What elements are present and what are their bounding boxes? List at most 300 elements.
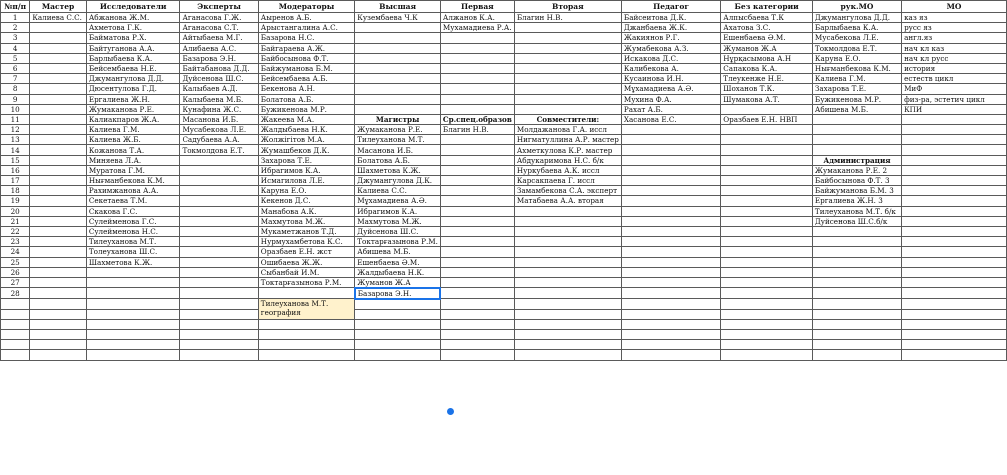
cell[interactable] (514, 94, 621, 104)
cell[interactable]: Ахметкулова К.Р. мастер (514, 145, 621, 155)
cell[interactable] (514, 104, 621, 114)
cell[interactable]: Искакова Д.С. (621, 53, 720, 63)
cell[interactable]: Ошибаева Ж.Ж. (258, 257, 354, 267)
cell[interactable] (1, 329, 30, 339)
cell[interactable] (440, 288, 514, 299)
cell[interactable] (30, 165, 87, 175)
cell[interactable] (721, 247, 813, 257)
cell[interactable]: Шумакова А.Т. (721, 94, 813, 104)
cell[interactable] (812, 125, 901, 135)
cell[interactable] (514, 277, 621, 288)
cell[interactable] (1, 299, 30, 309)
cell[interactable] (440, 267, 514, 277)
cell[interactable] (440, 196, 514, 206)
cell[interactable]: нач кл каз (902, 43, 1007, 53)
cell[interactable] (30, 125, 87, 135)
cell[interactable]: Калиева Г.М. (812, 74, 901, 84)
cell[interactable] (180, 196, 258, 206)
cell[interactable] (621, 247, 720, 257)
cell[interactable] (180, 319, 258, 329)
cell[interactable] (902, 165, 1007, 175)
cell[interactable]: Ергалиева Ж.Н. 3 (812, 196, 901, 206)
row-number[interactable]: 2 (1, 23, 30, 33)
cell[interactable] (902, 340, 1007, 350)
cell[interactable] (86, 319, 180, 329)
cell[interactable] (902, 299, 1007, 309)
cell[interactable]: Байгараева А.Ж. (258, 43, 354, 53)
cell[interactable] (812, 226, 901, 236)
cell[interactable] (902, 226, 1007, 236)
cell[interactable] (1, 340, 30, 350)
cell[interactable] (902, 145, 1007, 155)
cell[interactable]: Благин Н.В. (440, 125, 514, 135)
cell[interactable] (440, 350, 514, 360)
cell[interactable] (30, 114, 87, 124)
cell[interactable]: Масанова И.Б. (355, 145, 441, 155)
column-header[interactable]: Высшая (355, 1, 441, 13)
column-header[interactable]: Мастер (30, 1, 87, 13)
cell[interactable] (180, 340, 258, 350)
cell[interactable] (902, 237, 1007, 247)
cell[interactable] (514, 340, 621, 350)
cell[interactable] (902, 216, 1007, 226)
cell[interactable] (180, 288, 258, 299)
cell[interactable] (180, 247, 258, 257)
cell[interactable] (180, 206, 258, 216)
cell[interactable] (86, 350, 180, 360)
cell[interactable]: Барлыбаева К.А. (86, 53, 180, 63)
cell[interactable] (721, 104, 813, 114)
cell[interactable] (721, 237, 813, 247)
cell[interactable]: КПИ (902, 104, 1007, 114)
cell[interactable]: Секетаева Т.М. (86, 196, 180, 206)
row-number[interactable]: 6 (1, 63, 30, 73)
cell[interactable]: Совместители: (514, 114, 621, 124)
column-header[interactable]: Исследователи (86, 1, 180, 13)
cell[interactable] (514, 23, 621, 33)
cell[interactable] (180, 350, 258, 360)
row-number[interactable]: 23 (1, 237, 30, 247)
cell[interactable] (812, 135, 901, 145)
cell[interactable]: Байтабанова Д.Д. (180, 63, 258, 73)
cell[interactable] (440, 63, 514, 73)
cell[interactable]: Манабова А.К. (258, 206, 354, 216)
cell[interactable] (902, 329, 1007, 339)
cell[interactable]: Шахметова К.Ж. (86, 257, 180, 267)
cell[interactable] (621, 309, 720, 319)
cell[interactable] (621, 350, 720, 360)
cell[interactable] (621, 267, 720, 277)
cell[interactable] (440, 33, 514, 43)
row-number[interactable]: 28 (1, 288, 30, 299)
cell[interactable]: Жумабекова А.З. (621, 43, 720, 53)
cell[interactable] (440, 299, 514, 309)
cell[interactable]: Болатова А.Б. (355, 155, 441, 165)
row-number[interactable]: 25 (1, 257, 30, 267)
cell[interactable] (440, 43, 514, 53)
cell[interactable] (440, 74, 514, 84)
row-number[interactable]: 14 (1, 145, 30, 155)
cell[interactable]: Нигматуллина А.Р. мастер (514, 135, 621, 145)
cell[interactable] (30, 206, 87, 216)
cell[interactable]: Захарова Т.Е. (812, 84, 901, 94)
cell[interactable] (30, 135, 87, 145)
cell[interactable]: Калиева Ж.Б. (86, 135, 180, 145)
cell[interactable] (812, 267, 901, 277)
cell[interactable]: Кекенов Д.С. (258, 196, 354, 206)
row-number[interactable]: 7 (1, 74, 30, 84)
cell[interactable]: Мухина Ф.А. (621, 94, 720, 104)
cell[interactable] (514, 319, 621, 329)
cell[interactable] (514, 226, 621, 236)
cell[interactable]: Каруна Е.О. (258, 186, 354, 196)
cell[interactable] (258, 288, 354, 299)
cell[interactable]: Алибаева А.С. (180, 43, 258, 53)
cell[interactable]: Рахат А.Б. (621, 104, 720, 114)
cell[interactable]: Калиева С.С. (355, 186, 441, 196)
cell[interactable] (30, 53, 87, 63)
cell[interactable] (812, 299, 901, 309)
cell[interactable] (721, 155, 813, 165)
row-number[interactable]: 27 (1, 277, 30, 288)
cell[interactable] (258, 329, 354, 339)
cell[interactable] (902, 114, 1007, 124)
cell[interactable]: физ-ра, эстетич цикл (902, 94, 1007, 104)
cell[interactable] (86, 329, 180, 339)
row-number[interactable]: 19 (1, 196, 30, 206)
cell[interactable]: Сыбанбай И.М. (258, 267, 354, 277)
cell[interactable] (621, 155, 720, 165)
row-number[interactable]: 3 (1, 33, 30, 43)
cell[interactable] (30, 299, 87, 309)
cell[interactable]: Байжуманова Б.М. (258, 63, 354, 73)
cell[interactable] (621, 340, 720, 350)
cell[interactable] (30, 288, 87, 299)
cell[interactable]: Махмутова М.Ж. (258, 216, 354, 226)
cell[interactable] (30, 257, 87, 267)
cell[interactable] (721, 288, 813, 299)
cell[interactable] (721, 329, 813, 339)
cell[interactable]: Сапакова К.А. (721, 63, 813, 73)
cell[interactable] (902, 309, 1007, 319)
cell[interactable]: Нурмухамбетова К.С. (258, 237, 354, 247)
cell[interactable] (30, 63, 87, 73)
cell[interactable] (721, 340, 813, 350)
cell[interactable] (1, 309, 30, 319)
cell[interactable]: Жуманов Ж.А (355, 277, 441, 288)
cell[interactable]: Миняева Л.А. (86, 155, 180, 165)
cell[interactable] (902, 206, 1007, 216)
cell[interactable] (621, 165, 720, 175)
cell[interactable] (621, 237, 720, 247)
cell[interactable] (514, 84, 621, 94)
cell[interactable] (812, 350, 901, 360)
cell[interactable]: Джумангулова Д.Д. (86, 74, 180, 84)
cell[interactable]: Жумашбеков Д.К. (258, 145, 354, 155)
cell[interactable] (440, 257, 514, 267)
cell[interactable]: Жуманов Ж.А (721, 43, 813, 53)
cell[interactable] (721, 226, 813, 236)
cell[interactable] (86, 277, 180, 288)
cell[interactable] (355, 309, 441, 319)
cell[interactable]: Бужикенова М.Р. (812, 94, 901, 104)
cell[interactable] (355, 340, 441, 350)
cell[interactable]: Магистры (355, 114, 441, 124)
cell[interactable]: Джумангулова Д.К. (355, 176, 441, 186)
cell[interactable] (1, 319, 30, 329)
cell[interactable] (180, 226, 258, 236)
cell[interactable]: Арыстангалина А.С. (258, 23, 354, 33)
cell[interactable]: Кусаинова И.Н. (621, 74, 720, 84)
cell[interactable] (355, 329, 441, 339)
cell[interactable]: Толеуханова Ш.С. (86, 247, 180, 257)
row-number[interactable]: 18 (1, 186, 30, 196)
row-number[interactable]: 26 (1, 267, 30, 277)
cell[interactable]: Кунафина Ж.С. (180, 104, 258, 114)
cell[interactable]: Сулейменова Н.С. (86, 226, 180, 236)
cell[interactable] (514, 237, 621, 247)
cell[interactable] (355, 74, 441, 84)
cell[interactable] (30, 196, 87, 206)
row-number[interactable]: 4 (1, 43, 30, 53)
cell[interactable]: Кожанова Т.А. (86, 145, 180, 155)
cell[interactable]: Администрация (812, 155, 901, 165)
cell[interactable] (180, 165, 258, 175)
selection-fill-handle[interactable] (446, 407, 455, 416)
column-header[interactable]: Вторая (514, 1, 621, 13)
cell[interactable]: Карсакпаева Г. иссл (514, 176, 621, 186)
cell[interactable]: Байбосынова Ф.Т. (258, 53, 354, 63)
cell[interactable] (180, 277, 258, 288)
row-number[interactable]: 5 (1, 53, 30, 63)
cell[interactable]: МиФ (902, 84, 1007, 94)
cell[interactable]: Ахметова Г.К. (86, 23, 180, 33)
cell[interactable] (440, 226, 514, 236)
row-number[interactable]: 15 (1, 155, 30, 165)
cell[interactable] (902, 257, 1007, 267)
cell[interactable] (440, 247, 514, 257)
cell[interactable] (514, 33, 621, 43)
cell[interactable] (721, 186, 813, 196)
cell[interactable] (621, 145, 720, 155)
cell[interactable]: Ибрагимов К.А. (258, 165, 354, 175)
cell[interactable]: Аганасова Г.Ж. (180, 13, 258, 23)
cell[interactable] (621, 216, 720, 226)
cell[interactable] (621, 125, 720, 135)
cell[interactable]: Исмагилова Л.Е. (258, 176, 354, 186)
cell[interactable]: история (902, 63, 1007, 73)
cell[interactable] (440, 216, 514, 226)
cell[interactable] (440, 135, 514, 145)
cell[interactable] (180, 329, 258, 339)
cell[interactable] (514, 350, 621, 360)
cell[interactable] (721, 125, 813, 135)
cell[interactable] (355, 94, 441, 104)
cell[interactable]: Токмолдова Е.Т. (180, 145, 258, 155)
column-header[interactable]: Модераторы (258, 1, 354, 13)
cell[interactable]: Калиева С.С. (30, 13, 87, 23)
cell[interactable] (180, 186, 258, 196)
cell[interactable] (812, 237, 901, 247)
cell[interactable]: Жумаканова Р.Е. (86, 104, 180, 114)
cell[interactable] (30, 186, 87, 196)
cell[interactable] (514, 267, 621, 277)
cell[interactable] (30, 216, 87, 226)
cell[interactable] (721, 135, 813, 145)
cell[interactable]: Скакова Г.С. (86, 206, 180, 216)
row-number[interactable]: 24 (1, 247, 30, 257)
cell[interactable] (812, 319, 901, 329)
cell[interactable] (902, 350, 1007, 360)
cell[interactable] (30, 23, 87, 33)
column-header[interactable]: Педагог (621, 1, 720, 13)
cell[interactable] (902, 196, 1007, 206)
cell[interactable]: Базарова Н.С. (258, 33, 354, 43)
cell[interactable] (721, 267, 813, 277)
cell[interactable]: Базарова Э.Н. (180, 53, 258, 63)
cell[interactable]: Токмолдова Е.Т. (812, 43, 901, 53)
cell[interactable] (721, 165, 813, 175)
cell[interactable]: Ергалиева Ж.Н. (86, 94, 180, 104)
cell[interactable] (621, 186, 720, 196)
cell[interactable] (258, 319, 354, 329)
cell[interactable] (355, 23, 441, 33)
cell[interactable] (355, 33, 441, 43)
cell[interactable] (30, 277, 87, 288)
cell[interactable] (514, 63, 621, 73)
cell[interactable] (30, 329, 87, 339)
cell[interactable] (812, 329, 901, 339)
cell[interactable] (440, 277, 514, 288)
cell[interactable] (621, 257, 720, 267)
cell[interactable] (812, 288, 901, 299)
cell[interactable]: нач кл русс (902, 53, 1007, 63)
cell[interactable] (355, 299, 441, 309)
cell[interactable] (355, 104, 441, 114)
cell[interactable] (721, 145, 813, 155)
cell[interactable]: Абдукаримова Н.С. б/к (514, 155, 621, 165)
cell[interactable] (440, 319, 514, 329)
cell[interactable]: Ешенбаева Ә.М. (355, 257, 441, 267)
cell[interactable]: Каруна Е.О. (812, 53, 901, 63)
cell[interactable]: Джумангулова Д.Д. (812, 13, 901, 23)
cell[interactable] (902, 319, 1007, 329)
cell[interactable]: Шоханов Т.К. (721, 84, 813, 94)
cell[interactable]: Абишева М.Б. (355, 247, 441, 257)
cell[interactable] (440, 340, 514, 350)
cell[interactable] (440, 237, 514, 247)
cell[interactable] (180, 176, 258, 186)
cell[interactable]: Жакиянов Р.Г. (621, 33, 720, 43)
cell[interactable]: Оразбаев Е.Н. жст (258, 247, 354, 257)
cell[interactable] (180, 155, 258, 165)
cell[interactable] (514, 216, 621, 226)
cell[interactable] (721, 257, 813, 267)
cell[interactable] (440, 155, 514, 165)
cell[interactable] (721, 216, 813, 226)
cell[interactable] (621, 319, 720, 329)
cell[interactable]: Базарова Э.Н. (355, 288, 441, 299)
column-header[interactable]: Эксперты (180, 1, 258, 13)
column-header[interactable]: №п/п (1, 1, 30, 13)
cell[interactable]: Хасанова Е.С. (621, 114, 720, 124)
cell[interactable] (812, 309, 901, 319)
cell[interactable]: Мухамадиева Р.А. (440, 23, 514, 33)
cell[interactable] (440, 145, 514, 155)
cell[interactable] (355, 350, 441, 360)
cell[interactable] (440, 309, 514, 319)
row-number[interactable]: 11 (1, 114, 30, 124)
cell[interactable]: Матабаева А.А. вторая (514, 196, 621, 206)
cell[interactable]: Байсеитова Д.К. (621, 13, 720, 23)
cell[interactable]: Ешенбаева Ә.М. (721, 33, 813, 43)
cell[interactable]: Мұхамадиева А.Ә. (355, 196, 441, 206)
cell[interactable] (86, 267, 180, 277)
cell[interactable] (180, 309, 258, 319)
cell[interactable]: Жолжігітов М.А. (258, 135, 354, 145)
cell[interactable] (86, 288, 180, 299)
cell[interactable] (30, 247, 87, 257)
row-number[interactable]: 8 (1, 84, 30, 94)
cell[interactable]: каз яз (902, 13, 1007, 23)
cell[interactable] (812, 340, 901, 350)
cell[interactable] (30, 33, 87, 43)
column-header[interactable]: Без категории (721, 1, 813, 13)
cell[interactable]: Муратова Г.М. (86, 165, 180, 175)
cell[interactable]: Мусабекова Л.Е. (180, 125, 258, 135)
cell[interactable] (902, 288, 1007, 299)
row-number[interactable]: 20 (1, 206, 30, 216)
cell[interactable] (30, 350, 87, 360)
cell[interactable]: Токтарғазынова Р.М. (258, 277, 354, 288)
cell[interactable] (621, 226, 720, 236)
cell[interactable]: Калыбаева М.Б. (180, 94, 258, 104)
cell[interactable]: Алпысбаева Т.К (721, 13, 813, 23)
cell[interactable] (86, 299, 180, 309)
cell[interactable] (812, 247, 901, 257)
cell[interactable] (812, 277, 901, 288)
cell[interactable]: Болатова А.Б. (258, 94, 354, 104)
cell[interactable] (514, 74, 621, 84)
cell[interactable] (621, 277, 720, 288)
row-number[interactable]: 12 (1, 125, 30, 135)
cell[interactable]: Захарова Т.Е. (258, 155, 354, 165)
cell[interactable]: Дуйсенова Ш.С. (355, 226, 441, 236)
cell[interactable]: Молдажанова Г.А. иссл (514, 125, 621, 135)
row-number[interactable]: 16 (1, 165, 30, 175)
cell[interactable]: Сулейменова Г.С. (86, 216, 180, 226)
cell[interactable]: Махмутова М.Ж. (355, 216, 441, 226)
cell[interactable]: Бужикенова М.Р. (258, 104, 354, 114)
cell[interactable] (902, 186, 1007, 196)
cell[interactable]: Нұрқасымова А.Н (721, 53, 813, 63)
cell[interactable] (355, 84, 441, 94)
cell[interactable] (440, 186, 514, 196)
cell[interactable]: Нығманбекова К.М. (812, 63, 901, 73)
cell[interactable]: Дюсентулова Г.Д. (86, 84, 180, 94)
cell[interactable] (355, 53, 441, 63)
cell[interactable] (514, 299, 621, 309)
cell[interactable] (721, 176, 813, 186)
cell[interactable] (902, 155, 1007, 165)
cell[interactable] (721, 319, 813, 329)
cell[interactable]: Байбосынова Ф.Т. 3 (812, 176, 901, 186)
cell[interactable]: Айтыбаева М.Г. (180, 33, 258, 43)
cell[interactable]: Оразбаев Е.Н. НВП (721, 114, 813, 124)
cell[interactable]: Нығманбекова К.М. (86, 176, 180, 186)
cell[interactable] (721, 206, 813, 216)
cell[interactable]: Тлеукенже Н.Е. (721, 74, 813, 84)
